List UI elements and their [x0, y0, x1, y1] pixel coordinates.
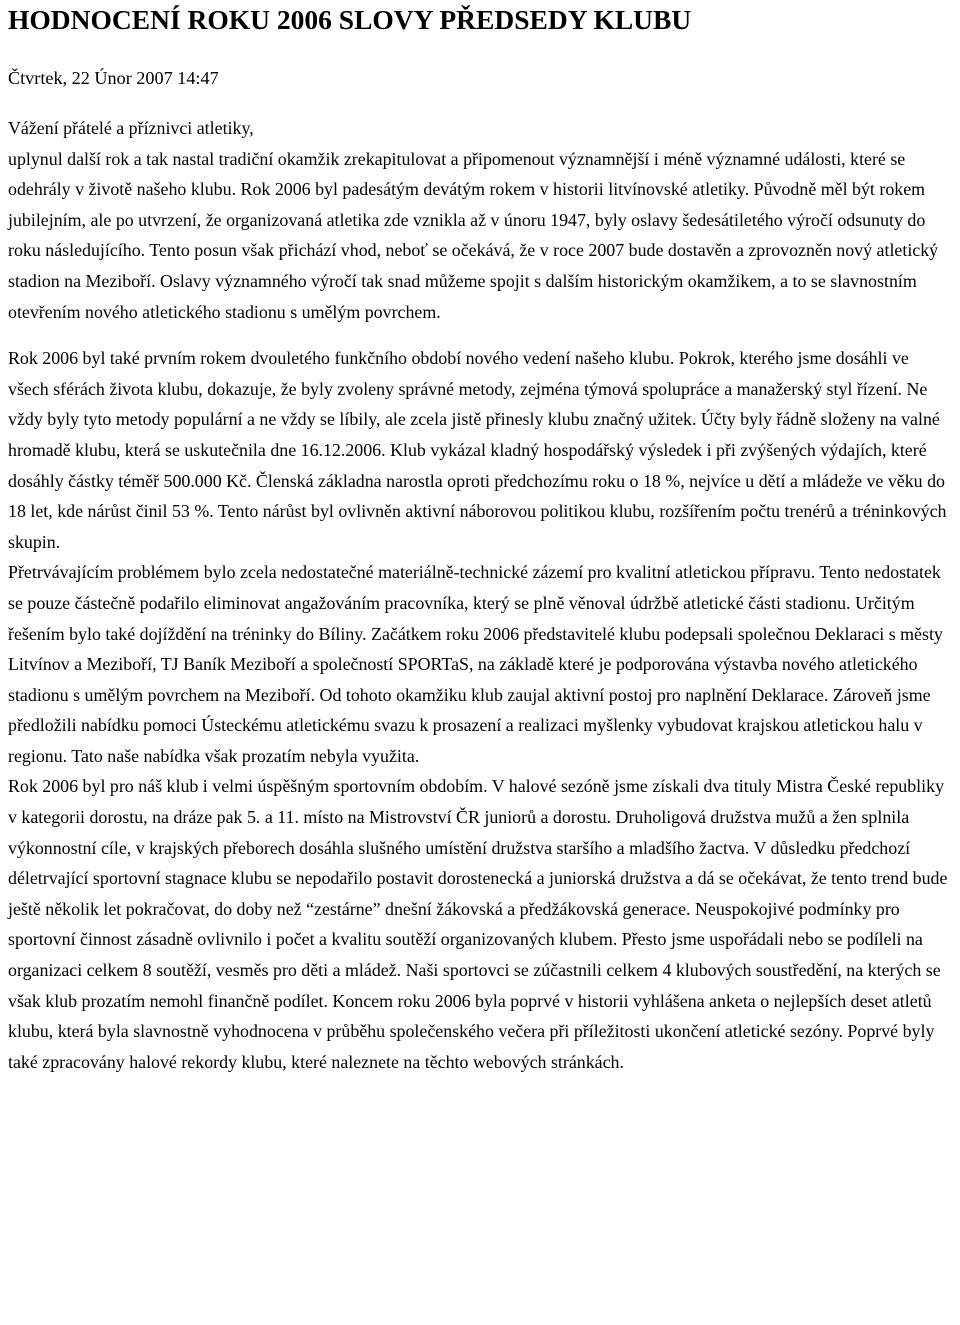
article-body	[8, 113, 952, 1077]
paragraph-management: Rok 2006 byl také prvním rokem dvouletého funkčního období nového vedení našeho klubu. Pokrok, kterého jsme dosáhli ve všech sférách života klubu, dokazuje, že byly zvoleny správné metody, zejména týmová spolupráce a manažerský styl řízení. Ne vždy byly tyto metody populární a ne vždy se líbily, ale zcela jistě přinesly klubu značný užitek. Účty byly řádně složeny na valné hromadě klubu, která se uskutečnila dne 16.12.2006. Klub vykázal kladný hospodářský výsledek i při zvýšených výdajích, které dosáhly částky téměř 500.000 Kč. Členská základna narostla oproti předchozímu roku o 18 %, nejvíce u dětí a mládeže ve věku do 18 let, kde nárůst činil 53 %. Tento nárůst byl ovlivněn aktivní náborovou politikou klubu, rozšířením počtu trenérů a tréninkových skupin.	[8, 348, 947, 552]
article-date: Čtvrtek, 22 Únor 2007 14:47	[8, 68, 219, 88]
paragraph-greeting: Vážení přátelé a příznivci atletiky,	[8, 118, 254, 138]
article-title: HODNOCENÍ ROKU 2006 SLOVY PŘEDSEDY KLUBU	[8, 4, 692, 35]
paragraph-facilities: Přetrvávajícím problémem bylo zcela nedostatečné materiálně-technické zázemí pro kvalitní atletickou přípravu. Tento nedostatek se pouze částečně podařilo eliminovat angažováním pracovníka, který se plně věnoval údržbě atletické části stadionu. Určitým řešením bylo také dojíždění na tréninky do Bíliny. Začátkem roku 2006 představitelé klubu podepsali společnou Deklaraci s městy Litvínov a Meziboří, TJ Baník Meziboří a společností SPORTaS, na základě které je podporována výstavba nového atletického stadionu s umělým povrchem na Meziboří. Od tohoto okamžiku klub zaujal aktivní postoj pro naplnění Deklarace. Zároveň jsme předložili nabídku pomoci Ústeckému atletickému svazu k prosazení a realizaci myšlenky vybudovat krajskou atletickou halu v regionu. Tato naše nabídka však prozatím nebyla využita.	[8, 562, 943, 766]
paragraph-sports-results: Rok 2006 byl pro náš klub i velmi úspěšným sportovním obdobím. V halové sezóně jsme získali dva tituly Mistra České republiky v kategorii dorostu, na dráze pak 5. a 11. místo na Mistrovství ČR juniorů a dorostu. Druholigová družstva mužů a žen splnila výkonnostní cíle, v krajských přeborech dosáhla slušného umístění družstva staršího a mladšího žactva. V důsledku předchozí déletrvající sportovní stagnace klubu se nepodařilo postavit dorostenecká a juniorská družstva a dá se očekávat, že tento trend bude ještě několik let pokračovat, do doby než “zestárne” dnešní žákovská a předžákovská generace. Neuspokojivé podmínky pro sportovní činnost zásadně ovlivnilo i počet a kvalitu soutěží organizovaných klubem. Přesto jsme uspořádali nebo se podíleli na organizaci celkem 8 soutěží, vesměs pro děti a mládež. Naši sportovci se zúčastnili celkem 4 klubových soustředění, na kterých se však klub prozatím nemohl finančně podílet. Koncem roku 2006 byla poprvé v historii vyhlášena anketa o nejlepších deset atletů klubu, která byla slavnostně vyhodnocena v průběhu společenského večera při příležitosti ukončení atletické sezóny. Poprvé byly také zpracovány halové rekordy klubu, které naleznete na těchto webových stránkách.	[8, 776, 948, 1072]
paragraph-intro: uplynul další rok a tak nastal tradiční okamžik zrekapitulovat a připomenout významnější i méně významné události, které se odehrály v životě našeho klubu. Rok 2006 byl padesátým devátým rokem v historii litvínovské atletiky. Původně měl být rokem jubilejním, ale po utvrzení, že organizovaná atletika zde vznikla až v únoru 1947, byly oslavy šedesátiletého výročí odsunuty do roku následujícího. Tento posun však přichází vhod, neboť se očekává, že v roce 2007 bude dostavěn a zprovozněn nový atletický stadion na Meziboří. Oslavy významného výročí tak snad můžeme spojit s dalším historickým okamžikem, a to se slavnostním otevřením nového atletického stadionu s umělým povrchem.	[8, 148, 939, 322]
